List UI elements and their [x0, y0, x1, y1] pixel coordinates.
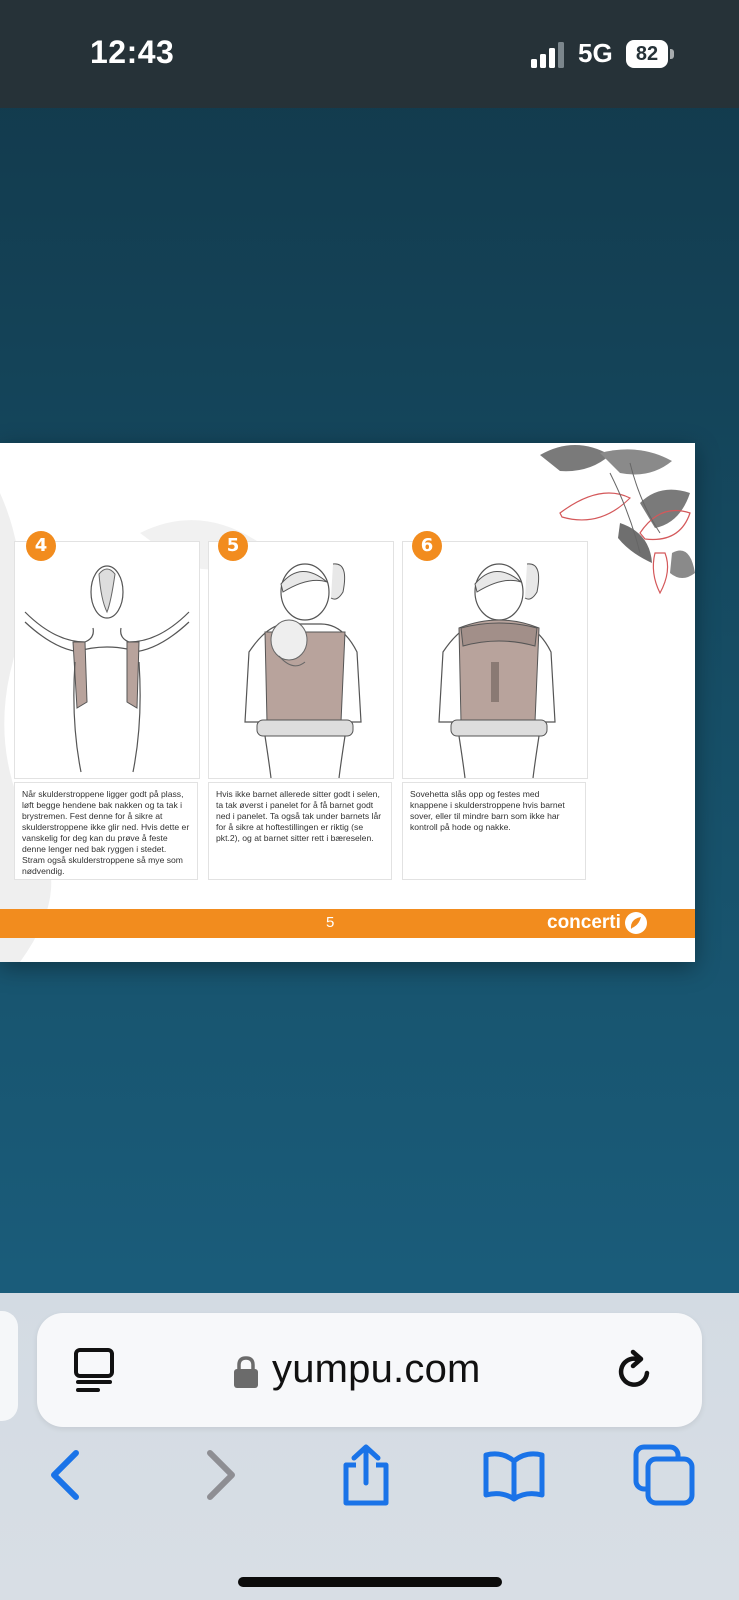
step-6-illustration: [402, 541, 588, 779]
network-type: 5G: [578, 38, 613, 68]
step-5-text: Hvis ikke barnet allerede sitter godt i selen, ta tak øverst i panelet for å få barnet godt ned i panelet. Ta også tak under barnets lår for å sikre at hoftestillingen er riktig (se pkt.2), og at barnet sitter rett i bæreselen.: [208, 782, 392, 880]
step-4-badge: 4: [26, 531, 56, 561]
sleep-hood-illustration: [403, 542, 587, 778]
home-indicator[interactable]: [238, 1577, 502, 1587]
reload-icon[interactable]: [613, 1349, 657, 1393]
browser-bottom-chrome: [0, 1293, 739, 1600]
bookmarks-icon[interactable]: [482, 1443, 546, 1507]
step-5-badge: 5: [218, 531, 248, 561]
step-5-illustration: [208, 541, 394, 779]
address-bar[interactable]: [37, 1313, 702, 1427]
step-6-badge: 6: [412, 531, 442, 561]
tabs-icon[interactable]: [632, 1443, 696, 1507]
carrier-adjust-illustration: [209, 542, 393, 778]
page-footer: [0, 909, 695, 938]
lock-icon: [233, 1355, 259, 1389]
signal-strength-icon: [531, 42, 567, 68]
previous-tab-peek[interactable]: [0, 1311, 18, 1421]
shoulder-strap-illustration: [15, 542, 199, 778]
battery-level: 82: [626, 40, 668, 68]
battery-icon: [626, 40, 672, 68]
status-bar: [0, 0, 739, 108]
url-text[interactable]: yumpu.com: [272, 1347, 481, 1391]
share-icon[interactable]: [334, 1443, 398, 1507]
step-6-text: Sovehetta slås opp og festes med knappene i skulderstroppene hvis barnet sover, eller til mindre barn som ikke har kontroll på hode og nakke.: [402, 782, 586, 880]
status-time: 12:43: [90, 34, 175, 70]
document-page: [0, 443, 695, 962]
page-number: 5: [326, 914, 335, 931]
step-4-text: Når skulderstroppene ligger godt på plass, løft begge hendene bak nakken og ta tak i brystremen. Fest denne for å sikre at skulderstroppene ikke glir ned. Hvis dette er vanskelig for deg kan du prøve å feste denne lenger ned bak ryggen i stedet. Stram også skulderstroppene så mye som nødvendig.: [14, 782, 198, 880]
back-chevron-icon[interactable]: [36, 1443, 100, 1507]
forward-chevron-icon[interactable]: [186, 1443, 250, 1507]
reader-mode-icon[interactable]: [73, 1347, 115, 1393]
brand-leaf-icon: [624, 911, 648, 935]
step-4-illustration: [14, 541, 200, 779]
brand-logo-text: concerti: [547, 912, 621, 933]
